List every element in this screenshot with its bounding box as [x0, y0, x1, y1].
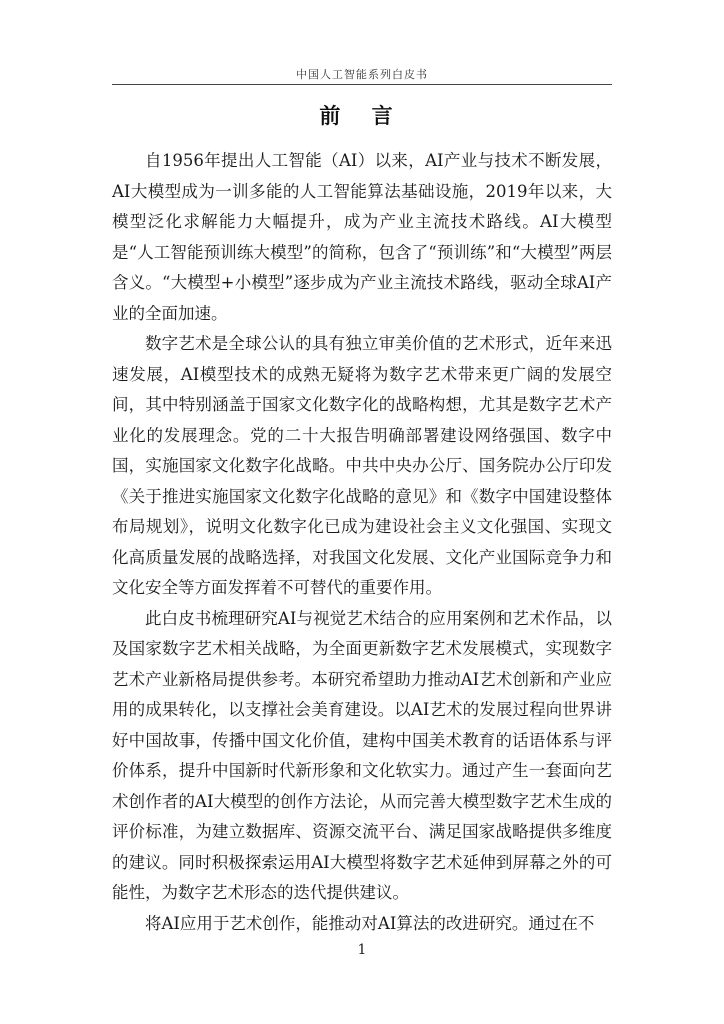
paragraph-2: 数字艺术是全球公认的具有独立审美价值的艺术形式，近年来迅速发展，AI模型技术的成熟无疑将为数字艺术带来更广阔的发展空间，其中特别涵盖于国家文化数字化的战略构想，尤其是数字艺术产业化的发展理念。党的二十大报告明确部署建设网络强国、数字中国，实施国家文化数字化战略。中共中央办公厅、国务院办公厅印发《关于推进实施国家文化数字化战略的意见》和《数字中国建设整体布局规划》，说明文化数字化已成为建设社会主义文化强国、实现文化高质量发展的战略选择，对我国文化发展、文化产业国际竞争力和文化安全等方面发挥着不可替代的重要作用。	[112, 334, 612, 597]
running-header: 中国人工智能系列白皮书	[296, 68, 428, 81]
page-number: 1	[357, 942, 367, 958]
paragraph-1: 自1956年提出人工智能（AI）以来，AI产业与技术不断发展，AI大模型成为一训多能的人工智能算法基础设施，2019年以来，大模型泛化求解能力大幅提升，成为产业主流技术路线。AI大模型是“人工智能预训练大模型”的简称，包含了“预训练”和“大模型”两层含义。“大模型+小模型”逐步成为产业主流技术路线，驱动全球AI产业的全面加速。	[112, 151, 612, 323]
paragraph-4: 将AI应用于艺术创作，能推动对AI算法的改进研究。通过在不	[145, 913, 595, 933]
paragraph-3: 此白皮书梳理研究AI与视觉艺术结合的应用案例和艺术作品，以及国家数字艺术相关战略，为全面更新数字艺术发展模式，实现数字艺术产业新格局提供参考。本研究希望助力推动AI艺术创新和产业应用的成果转化，以支撑社会美育建设。以AI艺术的发展过程向世界讲好中国故事，传播中国文化价值，建构中国美术教育的话语体系与评价体系，提升中国新时代新形象和文化软实力。通过产生一套面向艺术创作者的AI大模型的创作方法论，从而完善大模型数字艺术生成的评价标准，为建立数据库、资源交流平台、满足国家战略提供多维度的建议。同时积极探索运用AI大模型将数字艺术延伸到屏幕之外的可能性，为数字艺术形态的迭代提供建议。	[112, 608, 612, 902]
page-title: 前 言	[319, 103, 405, 128]
body-text	[112, 146, 612, 939]
header-divider	[112, 84, 612, 85]
